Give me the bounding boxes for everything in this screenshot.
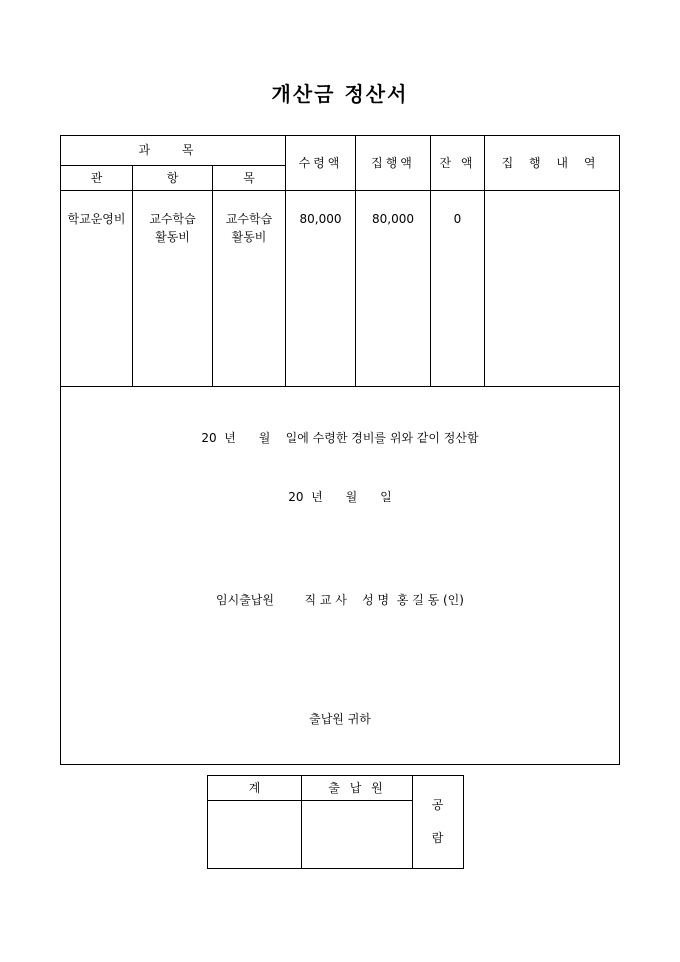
divider <box>484 136 485 386</box>
header-mok: 목 <box>243 171 255 185</box>
signer-line: 임시출납원 직 교 사 성 명 홍 길 동 (인) <box>216 593 464 607</box>
divider <box>61 190 619 191</box>
divider <box>430 136 431 386</box>
header-executed: 집행액 <box>371 156 415 170</box>
approval-side-bottom: 람 <box>431 831 444 845</box>
divider <box>61 386 619 387</box>
approval-col-total: 계 <box>248 781 261 795</box>
divider <box>355 136 356 386</box>
settlement-statement: 20 년 월 일에 수령한 경비를 위와 같이 정산함 <box>201 431 479 445</box>
divider <box>61 165 285 166</box>
addressee-text: 출납원 귀하 <box>309 712 371 726</box>
cell-gwan: 학교운영비 <box>67 212 126 226</box>
cell-hang-line2: 활동비 <box>155 230 190 244</box>
divider <box>208 800 412 801</box>
approval-col-cashier: 출 납 원 <box>328 781 386 795</box>
header-category: 과 목 <box>138 143 208 157</box>
cell-executed: 80,000 <box>372 212 414 226</box>
header-hang: 항 <box>166 171 179 185</box>
cell-balance: 0 <box>453 212 462 226</box>
header-gwan: 관 <box>90 171 103 185</box>
divider <box>212 165 213 386</box>
divider <box>285 136 286 386</box>
header-balance: 잔 액 <box>439 156 476 170</box>
header-received: 수령액 <box>298 156 343 170</box>
cell-received: 80,000 <box>299 212 342 226</box>
approval-side-top: 공 <box>431 798 444 812</box>
statement-date: 20 년 월 일 <box>288 490 392 504</box>
cell-hang-line1: 교수학습 <box>149 212 196 226</box>
cell-mok-line2: 활동비 <box>231 230 267 244</box>
cell-mok-line1: 교수학습 <box>225 212 273 226</box>
document-title: 개산금 정산서 <box>271 82 409 106</box>
divider <box>132 165 133 386</box>
header-details: 집 행 내 역 <box>501 156 602 170</box>
divider <box>412 776 413 868</box>
